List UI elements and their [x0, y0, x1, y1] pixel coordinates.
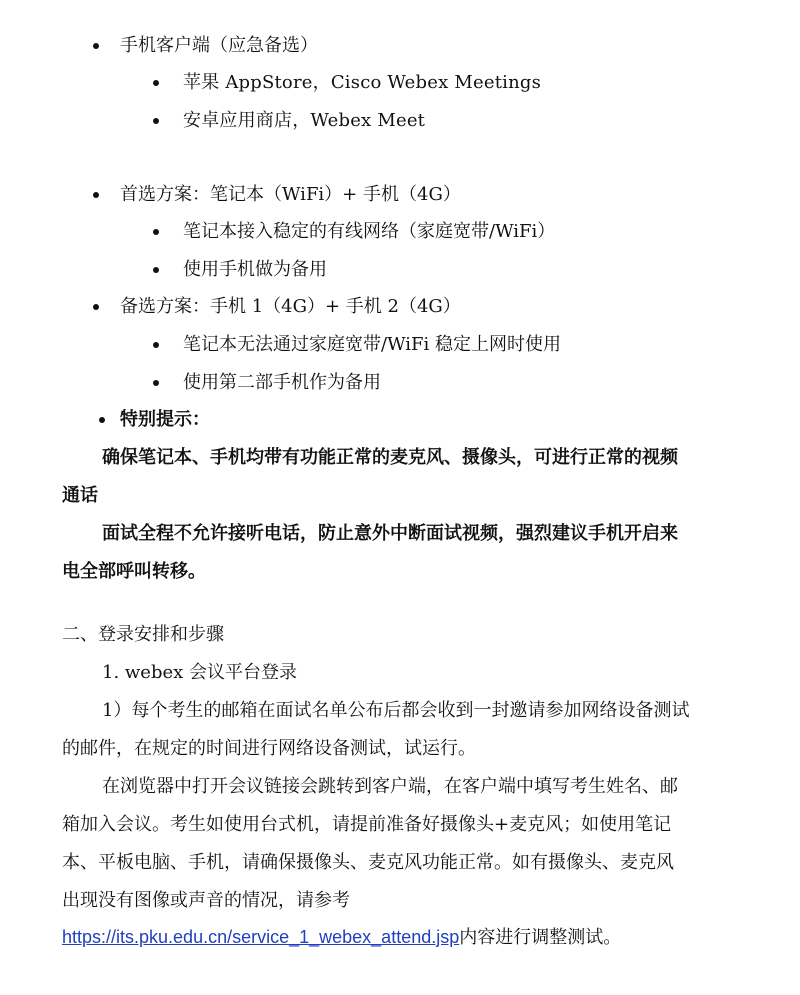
bullet-dot — [153, 342, 159, 348]
bullet-dot — [93, 43, 99, 49]
client-item-appstore: 苹果 AppStore，Cisco Webex Meetings — [183, 72, 542, 93]
webex-attend-link[interactable]: https://its.pku.edu.cn/service_1_webex_attend.jsp — [62, 927, 460, 947]
bullet-dot — [153, 118, 159, 124]
plan-backup-heading: 备选方案：手机 1（4G）+ 手机 2（4G） — [120, 296, 461, 317]
link-suffix-text: 内容进行调整测试。 — [459, 927, 622, 948]
plan-backup-item-no-network: 笔记本无法通过家庭宽带/WiFi 稳定上网时使用 — [183, 334, 561, 355]
plan-primary-item-phone: 使用手机做为备用 — [183, 259, 327, 280]
section2-para-line1: 在浏览器中打开会议链接会跳转到客户端，在客户端中填写考生姓名、邮 — [102, 776, 678, 797]
section2-heading: 二、登录安排和步骤 — [62, 624, 224, 645]
bullet-dot — [153, 267, 159, 273]
plan-primary-heading: 首选方案：笔记本（WiFi）+ 手机（4G） — [120, 184, 461, 205]
section2-step1-line2: 的邮件，在规定的时间进行网络设备测试，试运行。 — [62, 738, 476, 759]
section2-link-line — [62, 924, 621, 951]
plan-primary-item-laptop: 笔记本接入稳定的有线网络（家庭宽带/WiFi） — [183, 221, 556, 242]
bullet-dot — [153, 80, 159, 86]
bullet-dot — [93, 304, 99, 310]
bullet-dot — [99, 417, 105, 423]
bullet-dot — [153, 380, 159, 386]
client-section-heading: 手机客户端（应急备选） — [120, 35, 318, 56]
special-tips-heading: 特别提示： — [120, 409, 210, 430]
section2-step1-line1: 1）每个考生的邮箱在面试名单公布后都会收到一封邀请参加网络设备测试 — [102, 700, 690, 721]
client-item-android: 安卓应用商店，Webex Meet — [183, 110, 426, 131]
section2-para-line2: 箱加入会议。考生如使用台式机，请提前准备好摄像头+麦克风；如使用笔记 — [62, 814, 672, 835]
bullet-dot — [153, 229, 159, 235]
special-tips-para2-line1: 面试全程不允许接听电话，防止意外中断面试视频，强烈建议手机开启来 — [102, 523, 678, 544]
section2-para-line3: 本、平板电脑、手机，请确保摄像头、麦克风功能正常。如有摄像头、麦克风 — [62, 852, 674, 873]
plan-backup-item-second-phone: 使用第二部手机作为备用 — [183, 372, 381, 393]
bullet-dot — [93, 192, 99, 198]
section2-para-line4: 出现没有图像或声音的情况，请参考 — [62, 890, 350, 911]
special-tips-para2-line2: 电全部呼叫转移。 — [62, 561, 206, 582]
special-tips-para1-line2: 通话 — [62, 485, 98, 506]
special-tips-para1-line1: 确保笔记本、手机均带有功能正常的麦克风、摄像头，可进行正常的视频 — [102, 447, 678, 468]
section2-subheading: 1. webex 会议平台登录 — [102, 662, 298, 683]
